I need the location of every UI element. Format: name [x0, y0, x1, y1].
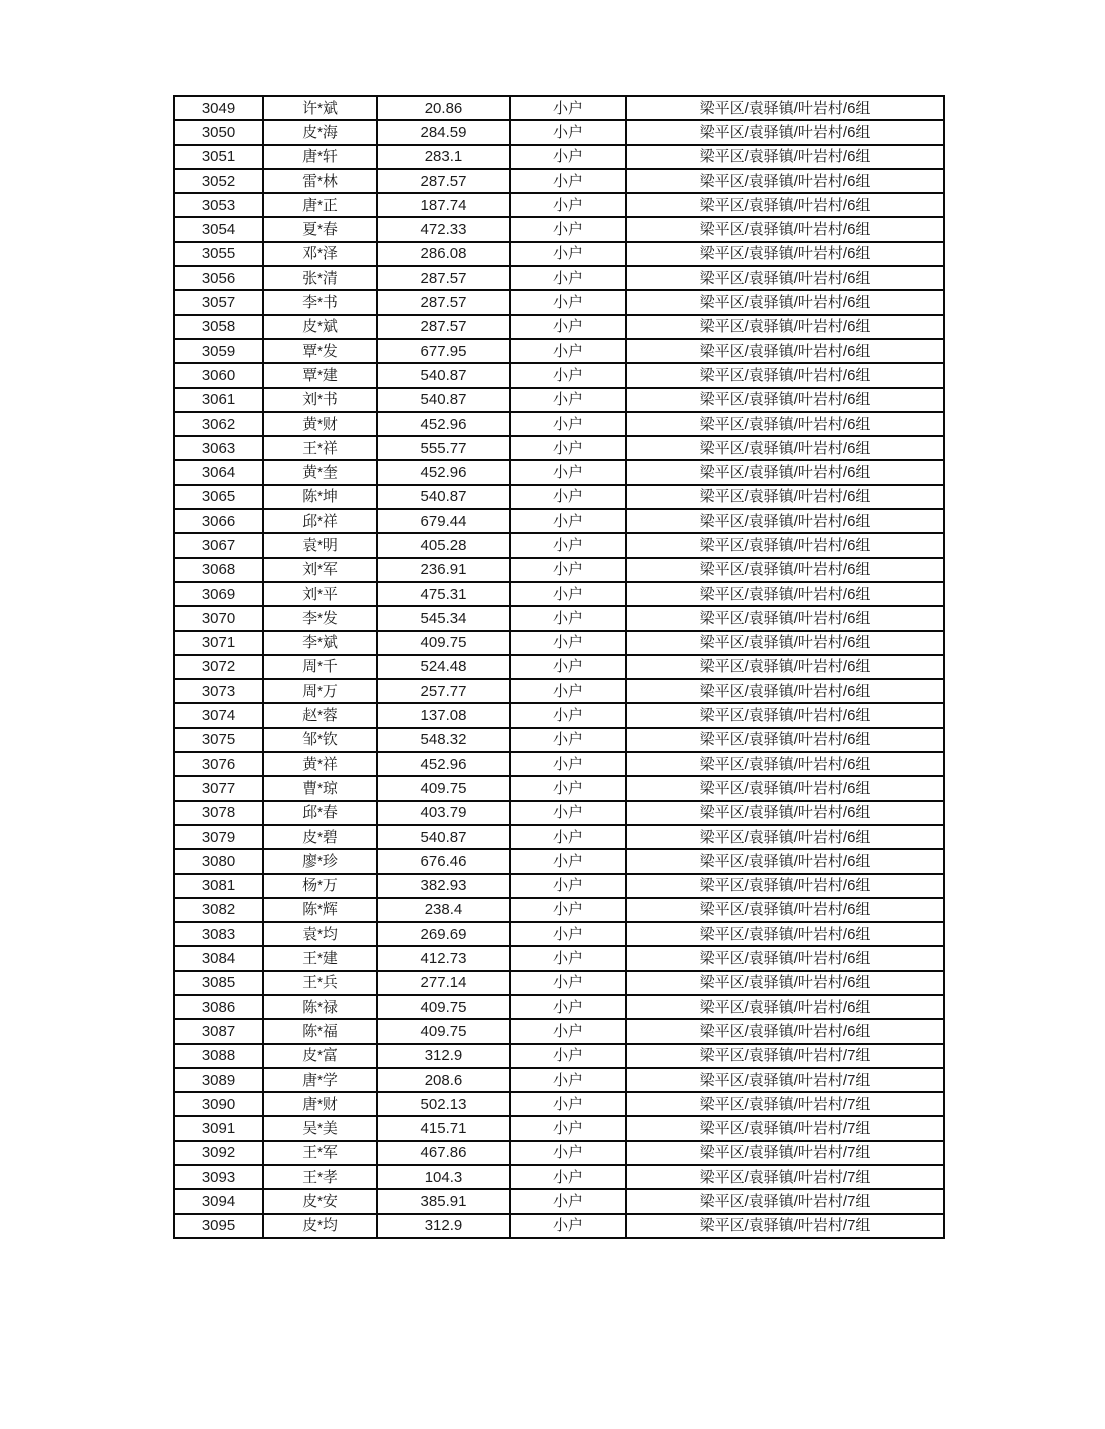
cell-id: 3051: [174, 145, 263, 169]
cell-name: 邱*祥: [263, 509, 377, 533]
cell-location: 梁平区/袁驿镇/叶岩村/6组: [626, 169, 944, 193]
cell-name: 刘*军: [263, 558, 377, 582]
table-row: [174, 752, 944, 776]
cell-value: 287.57: [377, 169, 510, 193]
cell-name: 许*斌: [263, 96, 377, 120]
cell-household_type: 小户: [510, 533, 626, 557]
cell-location: 梁平区/袁驿镇/叶岩村/6组: [626, 679, 944, 703]
table-row: [174, 606, 944, 630]
cell-name: 陈*福: [263, 1019, 377, 1043]
table-row: [174, 1165, 944, 1189]
cell-name: 李*斌: [263, 631, 377, 655]
table-row: [174, 217, 944, 241]
cell-household_type: 小户: [510, 1141, 626, 1165]
cell-value: 452.96: [377, 412, 510, 436]
cell-household_type: 小户: [510, 1092, 626, 1116]
cell-id: 3077: [174, 776, 263, 800]
cell-household_type: 小户: [510, 1044, 626, 1068]
cell-household_type: 小户: [510, 315, 626, 339]
table-row: [174, 509, 944, 533]
cell-value: 524.48: [377, 655, 510, 679]
table-row: [174, 96, 944, 120]
cell-household_type: 小户: [510, 509, 626, 533]
cell-name: 王*孝: [263, 1165, 377, 1189]
cell-household_type: 小户: [510, 898, 626, 922]
cell-value: 287.57: [377, 266, 510, 290]
cell-household_type: 小户: [510, 339, 626, 363]
cell-value: 472.33: [377, 217, 510, 241]
cell-household_type: 小户: [510, 825, 626, 849]
cell-household_type: 小户: [510, 1189, 626, 1213]
cell-value: 385.91: [377, 1189, 510, 1213]
table-row: [174, 631, 944, 655]
cell-location: 梁平区/袁驿镇/叶岩村/6组: [626, 96, 944, 120]
table-row: [174, 485, 944, 509]
table-row: [174, 898, 944, 922]
cell-household_type: 小户: [510, 436, 626, 460]
cell-id: 3068: [174, 558, 263, 582]
cell-id: 3084: [174, 946, 263, 970]
cell-value: 287.57: [377, 315, 510, 339]
cell-location: 梁平区/袁驿镇/叶岩村/6组: [626, 509, 944, 533]
table-row: [174, 1092, 944, 1116]
cell-household_type: 小户: [510, 801, 626, 825]
cell-id: 3070: [174, 606, 263, 630]
cell-name: 唐*正: [263, 193, 377, 217]
cell-id: 3069: [174, 582, 263, 606]
table-row: [174, 849, 944, 873]
cell-value: 412.73: [377, 946, 510, 970]
cell-location: 梁平区/袁驿镇/叶岩村/6组: [626, 995, 944, 1019]
cell-name: 杨*万: [263, 874, 377, 898]
cell-id: 3059: [174, 339, 263, 363]
cell-household_type: 小户: [510, 169, 626, 193]
cell-location: 梁平区/袁驿镇/叶岩村/6组: [626, 290, 944, 314]
cell-id: 3095: [174, 1214, 263, 1238]
cell-household_type: 小户: [510, 922, 626, 946]
cell-id: 3076: [174, 752, 263, 776]
table-row: [174, 874, 944, 898]
table-row: [174, 193, 944, 217]
cell-name: 周*千: [263, 655, 377, 679]
cell-value: 475.31: [377, 582, 510, 606]
cell-location: 梁平区/袁驿镇/叶岩村/6组: [626, 412, 944, 436]
cell-id: 3072: [174, 655, 263, 679]
cell-value: 415.71: [377, 1116, 510, 1140]
cell-value: 540.87: [377, 485, 510, 509]
cell-name: 刘*书: [263, 388, 377, 412]
cell-household_type: 小户: [510, 728, 626, 752]
cell-value: 540.87: [377, 363, 510, 387]
cell-value: 269.69: [377, 922, 510, 946]
cell-name: 皮*海: [263, 120, 377, 144]
cell-household_type: 小户: [510, 363, 626, 387]
cell-value: 257.77: [377, 679, 510, 703]
table-row: [174, 315, 944, 339]
cell-location: 梁平区/袁驿镇/叶岩村/7组: [626, 1068, 944, 1092]
cell-value: 208.6: [377, 1068, 510, 1092]
cell-household_type: 小户: [510, 971, 626, 995]
cell-household_type: 小户: [510, 217, 626, 241]
table-row: [174, 655, 944, 679]
table-row: [174, 582, 944, 606]
cell-value: 502.13: [377, 1092, 510, 1116]
cell-location: 梁平区/袁驿镇/叶岩村/6组: [626, 752, 944, 776]
cell-location: 梁平区/袁驿镇/叶岩村/7组: [626, 1044, 944, 1068]
cell-id: 3073: [174, 679, 263, 703]
cell-name: 周*万: [263, 679, 377, 703]
cell-id: 3081: [174, 874, 263, 898]
cell-value: 312.9: [377, 1214, 510, 1238]
cell-value: 287.57: [377, 290, 510, 314]
cell-name: 王*军: [263, 1141, 377, 1165]
cell-id: 3054: [174, 217, 263, 241]
table-row: [174, 290, 944, 314]
cell-name: 唐*财: [263, 1092, 377, 1116]
household-data-table: [173, 95, 945, 1239]
cell-name: 黄*祥: [263, 752, 377, 776]
cell-value: 467.86: [377, 1141, 510, 1165]
table-row: [174, 679, 944, 703]
cell-value: 409.75: [377, 631, 510, 655]
cell-household_type: 小户: [510, 266, 626, 290]
table-row: [174, 169, 944, 193]
cell-location: 梁平区/袁驿镇/叶岩村/6组: [626, 388, 944, 412]
table-row: [174, 801, 944, 825]
cell-value: 312.9: [377, 1044, 510, 1068]
cell-id: 3091: [174, 1116, 263, 1140]
cell-value: 236.91: [377, 558, 510, 582]
cell-id: 3075: [174, 728, 263, 752]
cell-location: 梁平区/袁驿镇/叶岩村/7组: [626, 1189, 944, 1213]
cell-household_type: 小户: [510, 752, 626, 776]
cell-household_type: 小户: [510, 1165, 626, 1189]
table-row: [174, 436, 944, 460]
cell-household_type: 小户: [510, 1019, 626, 1043]
cell-name: 吴*美: [263, 1116, 377, 1140]
cell-value: 452.96: [377, 460, 510, 484]
cell-name: 陈*辉: [263, 898, 377, 922]
cell-location: 梁平区/袁驿镇/叶岩村/6组: [626, 825, 944, 849]
cell-id: 3071: [174, 631, 263, 655]
cell-value: 277.14: [377, 971, 510, 995]
cell-id: 3078: [174, 801, 263, 825]
cell-household_type: 小户: [510, 582, 626, 606]
cell-location: 梁平区/袁驿镇/叶岩村/6组: [626, 655, 944, 679]
cell-household_type: 小户: [510, 290, 626, 314]
cell-location: 梁平区/袁驿镇/叶岩村/6组: [626, 874, 944, 898]
cell-value: 452.96: [377, 752, 510, 776]
cell-id: 3053: [174, 193, 263, 217]
cell-household_type: 小户: [510, 242, 626, 266]
cell-name: 张*清: [263, 266, 377, 290]
cell-value: 284.59: [377, 120, 510, 144]
cell-household_type: 小户: [510, 703, 626, 727]
cell-location: 梁平区/袁驿镇/叶岩村/6组: [626, 460, 944, 484]
cell-location: 梁平区/袁驿镇/叶岩村/7组: [626, 1116, 944, 1140]
cell-value: 405.28: [377, 533, 510, 557]
cell-id: 3058: [174, 315, 263, 339]
cell-id: 3093: [174, 1165, 263, 1189]
cell-name: 王*兵: [263, 971, 377, 995]
cell-name: 邹*钦: [263, 728, 377, 752]
cell-location: 梁平区/袁驿镇/叶岩村/6组: [626, 533, 944, 557]
cell-id: 3089: [174, 1068, 263, 1092]
cell-household_type: 小户: [510, 96, 626, 120]
cell-value: 545.34: [377, 606, 510, 630]
cell-name: 李*书: [263, 290, 377, 314]
cell-household_type: 小户: [510, 679, 626, 703]
cell-name: 皮*均: [263, 1214, 377, 1238]
cell-value: 403.79: [377, 801, 510, 825]
cell-id: 3082: [174, 898, 263, 922]
cell-value: 409.75: [377, 776, 510, 800]
cell-id: 3055: [174, 242, 263, 266]
cell-value: 548.32: [377, 728, 510, 752]
table-body: [174, 96, 944, 1238]
cell-id: 3092: [174, 1141, 263, 1165]
cell-household_type: 小户: [510, 874, 626, 898]
cell-household_type: 小户: [510, 606, 626, 630]
table-row: [174, 242, 944, 266]
cell-value: 677.95: [377, 339, 510, 363]
cell-location: 梁平区/袁驿镇/叶岩村/6组: [626, 120, 944, 144]
table-row: [174, 776, 944, 800]
table-row: [174, 388, 944, 412]
cell-value: 286.08: [377, 242, 510, 266]
cell-name: 黄*财: [263, 412, 377, 436]
cell-id: 3052: [174, 169, 263, 193]
table-row: [174, 1141, 944, 1165]
cell-name: 邓*泽: [263, 242, 377, 266]
table-row: [174, 1068, 944, 1092]
cell-location: 梁平区/袁驿镇/叶岩村/6组: [626, 631, 944, 655]
cell-location: 梁平区/袁驿镇/叶岩村/6组: [626, 1019, 944, 1043]
cell-name: 陈*禄: [263, 995, 377, 1019]
cell-id: 3080: [174, 849, 263, 873]
cell-location: 梁平区/袁驿镇/叶岩村/6组: [626, 193, 944, 217]
cell-name: 皮*安: [263, 1189, 377, 1213]
cell-id: 3062: [174, 412, 263, 436]
table-row: [174, 145, 944, 169]
cell-value: 382.93: [377, 874, 510, 898]
cell-location: 梁平区/袁驿镇/叶岩村/6组: [626, 849, 944, 873]
table-row: [174, 971, 944, 995]
cell-name: 雷*林: [263, 169, 377, 193]
cell-value: 104.3: [377, 1165, 510, 1189]
cell-value: 409.75: [377, 995, 510, 1019]
cell-location: 梁平区/袁驿镇/叶岩村/6组: [626, 922, 944, 946]
table-row: [174, 1116, 944, 1140]
table-row: [174, 922, 944, 946]
cell-household_type: 小户: [510, 995, 626, 1019]
cell-location: 梁平区/袁驿镇/叶岩村/6组: [626, 703, 944, 727]
table-row: [174, 533, 944, 557]
cell-value: 679.44: [377, 509, 510, 533]
cell-household_type: 小户: [510, 120, 626, 144]
cell-household_type: 小户: [510, 460, 626, 484]
cell-value: 540.87: [377, 388, 510, 412]
cell-id: 3056: [174, 266, 263, 290]
table-row: [174, 339, 944, 363]
cell-household_type: 小户: [510, 193, 626, 217]
cell-location: 梁平区/袁驿镇/叶岩村/6组: [626, 776, 944, 800]
cell-value: 540.87: [377, 825, 510, 849]
cell-location: 梁平区/袁驿镇/叶岩村/6组: [626, 582, 944, 606]
cell-name: 皮*斌: [263, 315, 377, 339]
cell-household_type: 小户: [510, 1116, 626, 1140]
cell-household_type: 小户: [510, 485, 626, 509]
cell-name: 赵*蓉: [263, 703, 377, 727]
cell-location: 梁平区/袁驿镇/叶岩村/7组: [626, 1214, 944, 1238]
cell-location: 梁平区/袁驿镇/叶岩村/6组: [626, 217, 944, 241]
cell-name: 李*发: [263, 606, 377, 630]
table-row: [174, 266, 944, 290]
table-row: [174, 1214, 944, 1238]
cell-id: 3066: [174, 509, 263, 533]
cell-name: 唐*轩: [263, 145, 377, 169]
cell-id: 3094: [174, 1189, 263, 1213]
cell-id: 3064: [174, 460, 263, 484]
cell-household_type: 小户: [510, 1214, 626, 1238]
table-row: [174, 1019, 944, 1043]
cell-name: 廖*珍: [263, 849, 377, 873]
cell-household_type: 小户: [510, 849, 626, 873]
table-row: [174, 558, 944, 582]
cell-value: 137.08: [377, 703, 510, 727]
cell-household_type: 小户: [510, 388, 626, 412]
cell-name: 覃*建: [263, 363, 377, 387]
cell-location: 梁平区/袁驿镇/叶岩村/6组: [626, 339, 944, 363]
cell-id: 3065: [174, 485, 263, 509]
cell-name: 陈*坤: [263, 485, 377, 509]
cell-location: 梁平区/袁驿镇/叶岩村/6组: [626, 946, 944, 970]
table-row: [174, 703, 944, 727]
cell-id: 3057: [174, 290, 263, 314]
cell-name: 王*建: [263, 946, 377, 970]
cell-name: 王*祥: [263, 436, 377, 460]
cell-name: 袁*明: [263, 533, 377, 557]
cell-name: 曹*琼: [263, 776, 377, 800]
cell-id: 3088: [174, 1044, 263, 1068]
cell-value: 555.77: [377, 436, 510, 460]
cell-location: 梁平区/袁驿镇/叶岩村/6组: [626, 801, 944, 825]
table-row: [174, 460, 944, 484]
cell-household_type: 小户: [510, 412, 626, 436]
cell-location: 梁平区/袁驿镇/叶岩村/7组: [626, 1092, 944, 1116]
cell-value: 238.4: [377, 898, 510, 922]
cell-location: 梁平区/袁驿镇/叶岩村/6组: [626, 485, 944, 509]
table-row: [174, 363, 944, 387]
cell-household_type: 小户: [510, 776, 626, 800]
cell-name: 黄*奎: [263, 460, 377, 484]
cell-id: 3074: [174, 703, 263, 727]
cell-location: 梁平区/袁驿镇/叶岩村/6组: [626, 558, 944, 582]
cell-location: 梁平区/袁驿镇/叶岩村/6组: [626, 898, 944, 922]
table-row: [174, 946, 944, 970]
table-row: [174, 728, 944, 752]
cell-household_type: 小户: [510, 558, 626, 582]
cell-household_type: 小户: [510, 145, 626, 169]
cell-name: 唐*学: [263, 1068, 377, 1092]
cell-id: 3079: [174, 825, 263, 849]
cell-name: 覃*发: [263, 339, 377, 363]
cell-household_type: 小户: [510, 946, 626, 970]
cell-location: 梁平区/袁驿镇/叶岩村/6组: [626, 971, 944, 995]
cell-location: 梁平区/袁驿镇/叶岩村/6组: [626, 266, 944, 290]
cell-name: 袁*均: [263, 922, 377, 946]
cell-location: 梁平区/袁驿镇/叶岩村/6组: [626, 242, 944, 266]
cell-location: 梁平区/袁驿镇/叶岩村/7组: [626, 1165, 944, 1189]
cell-household_type: 小户: [510, 631, 626, 655]
table-row: [174, 1044, 944, 1068]
cell-location: 梁平区/袁驿镇/叶岩村/6组: [626, 145, 944, 169]
cell-id: 3067: [174, 533, 263, 557]
cell-value: 676.46: [377, 849, 510, 873]
table-row: [174, 995, 944, 1019]
cell-id: 3049: [174, 96, 263, 120]
cell-id: 3050: [174, 120, 263, 144]
cell-location: 梁平区/袁驿镇/叶岩村/6组: [626, 315, 944, 339]
cell-household_type: 小户: [510, 655, 626, 679]
cell-name: 皮*碧: [263, 825, 377, 849]
table-row: [174, 412, 944, 436]
table-row: [174, 825, 944, 849]
cell-value: 283.1: [377, 145, 510, 169]
cell-location: 梁平区/袁驿镇/叶岩村/7组: [626, 1141, 944, 1165]
cell-value: 187.74: [377, 193, 510, 217]
cell-location: 梁平区/袁驿镇/叶岩村/6组: [626, 436, 944, 460]
cell-id: 3085: [174, 971, 263, 995]
cell-name: 皮*富: [263, 1044, 377, 1068]
cell-location: 梁平区/袁驿镇/叶岩村/6组: [626, 728, 944, 752]
cell-location: 梁平区/袁驿镇/叶岩村/6组: [626, 363, 944, 387]
cell-name: 邱*春: [263, 801, 377, 825]
cell-name: 夏*春: [263, 217, 377, 241]
cell-name: 刘*平: [263, 582, 377, 606]
cell-id: 3087: [174, 1019, 263, 1043]
cell-value: 409.75: [377, 1019, 510, 1043]
cell-id: 3090: [174, 1092, 263, 1116]
table-row: [174, 1189, 944, 1213]
table-row: [174, 120, 944, 144]
cell-id: 3061: [174, 388, 263, 412]
cell-id: 3083: [174, 922, 263, 946]
cell-location: 梁平区/袁驿镇/叶岩村/6组: [626, 606, 944, 630]
cell-household_type: 小户: [510, 1068, 626, 1092]
cell-id: 3063: [174, 436, 263, 460]
cell-id: 3086: [174, 995, 263, 1019]
cell-value: 20.86: [377, 96, 510, 120]
cell-id: 3060: [174, 363, 263, 387]
